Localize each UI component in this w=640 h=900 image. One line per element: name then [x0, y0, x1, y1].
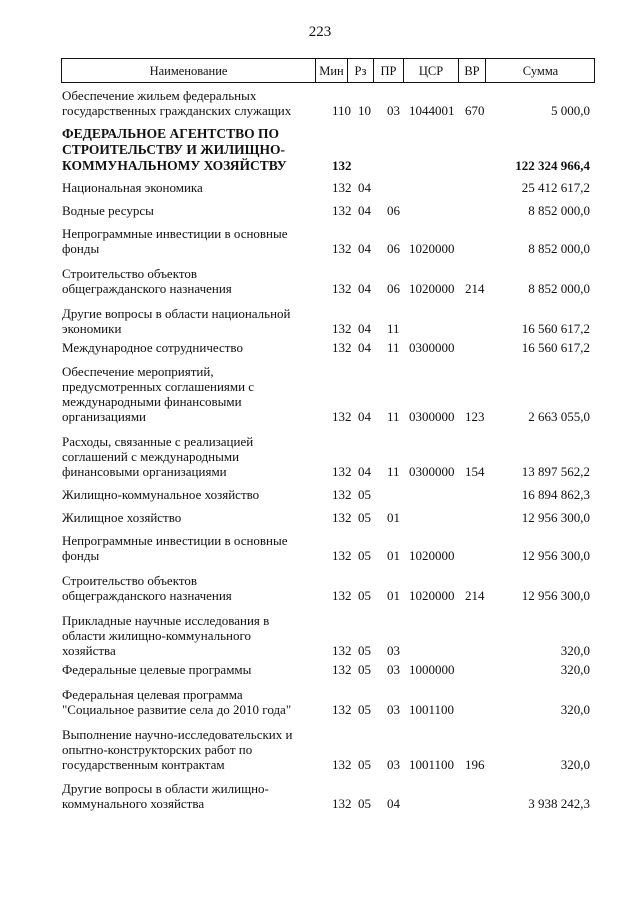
cell-min: 132: [332, 241, 352, 256]
row-name-line: Федеральные целевые программы: [62, 662, 252, 677]
cell-sum: 320,0: [560, 662, 590, 677]
cell-rz: 05: [358, 702, 371, 717]
row-name-line: Непрограммные инвестиции в основные: [62, 533, 288, 548]
header-name: Наименование: [149, 64, 228, 78]
row-name-line: ФЕДЕРАЛЬНОЕ АГЕНТСТВО ПО: [62, 126, 280, 141]
row-name: [62, 340, 317, 355]
cell-min: 132: [332, 588, 352, 603]
cell-sum: 320,0: [560, 702, 590, 717]
cell-rz: 04: [358, 203, 371, 218]
cell-min: 110: [332, 103, 352, 118]
cell-sum: 25 412 617,2: [521, 180, 590, 195]
cell-vr: 123: [465, 409, 485, 424]
header-pr: ПР: [373, 59, 403, 82]
row-name-line: Федеральная целевая программа: [62, 687, 243, 702]
row-name-line: Национальная экономика: [62, 180, 203, 195]
cell-csr: 0300000: [409, 409, 455, 424]
cell-sum: 3 938 242,3: [528, 796, 590, 811]
cell-pr: 03: [387, 643, 400, 658]
cell-rz: 04: [358, 340, 371, 355]
row-name-line: опытно-конструкторских работ по: [62, 742, 253, 757]
cell-csr: 1001100: [409, 702, 455, 717]
cell-min: 132: [332, 340, 352, 355]
cell-pr: 03: [387, 757, 400, 772]
row-name-line: Другие вопросы в области национальной: [62, 306, 291, 321]
row-name-line: экономики: [62, 321, 122, 336]
row-name: [62, 781, 317, 811]
cell-sum: 12 956 300,0: [521, 510, 590, 525]
cell-min: 132: [332, 662, 352, 677]
cell-rz: 04: [358, 180, 371, 195]
row-name: [62, 364, 317, 424]
cell-sum: 320,0: [560, 757, 590, 772]
header-rz: Рз: [347, 59, 373, 82]
cell-rz: 05: [358, 510, 371, 525]
row-name-line: хозяйства: [62, 643, 116, 658]
cell-min: 132: [332, 757, 352, 772]
cell-min: 132: [332, 180, 352, 195]
row-name-line: СТРОИТЕЛЬСТВУ И ЖИЛИЩНО-: [62, 142, 285, 157]
row-name: [62, 510, 317, 525]
cell-pr: 04: [387, 796, 400, 811]
page-number: 223: [308, 24, 332, 40]
cell-min: 132: [332, 321, 352, 336]
cell-rz: 05: [358, 662, 371, 677]
row-name: [62, 487, 317, 502]
row-name: [62, 266, 317, 296]
cell-csr: 1020000: [409, 241, 455, 256]
row-name: [62, 687, 317, 717]
row-name: [62, 203, 317, 218]
cell-csr: 0300000: [409, 340, 455, 355]
row-name-line: Жилищно-коммунальное хозяйство: [62, 487, 260, 502]
cell-sum: 12 956 300,0: [521, 548, 590, 563]
row-name: [62, 88, 317, 118]
header-vr: ВР: [458, 59, 485, 82]
cell-rz: 05: [358, 796, 371, 811]
row-name-line: Международное сотрудничество: [62, 340, 243, 355]
cell-min: 132: [332, 643, 352, 658]
cell-pr: 06: [387, 203, 400, 218]
cell-pr: 11: [387, 409, 400, 424]
cell-pr: 11: [387, 340, 400, 355]
row-name-line: Строительство объектов: [62, 266, 197, 281]
row-name-line: предусмотренных соглашениями с: [62, 379, 255, 394]
cell-rz: 04: [358, 464, 371, 479]
row-name-line: государственных гражданских служащих: [62, 103, 292, 118]
cell-sum: 122 324 966,4: [515, 158, 590, 173]
row-name-line: государственным контрактам: [62, 757, 225, 772]
cell-min: 132: [332, 548, 352, 563]
cell-rz: 04: [358, 241, 371, 256]
row-name-line: соглашений с международными: [62, 449, 240, 464]
cell-pr: 11: [387, 321, 400, 336]
row-name-line: организациями: [62, 409, 146, 424]
row-name-line: "Социальное развитие села до 2010 года": [62, 702, 292, 717]
cell-sum: 16 560 617,2: [521, 340, 590, 355]
cell-min: 132: [332, 281, 352, 296]
cell-sum: 16 560 617,2: [521, 321, 590, 336]
cell-pr: 11: [387, 464, 400, 479]
cell-csr: 1020000: [409, 588, 455, 603]
cell-min: 132: [332, 464, 352, 479]
cell-sum: 8 852 000,0: [528, 203, 590, 218]
cell-min: 132: [332, 796, 352, 811]
cell-rz: 04: [358, 321, 371, 336]
row-name-line: КОММУНАЛЬНОМУ ХОЗЯЙСТВУ: [62, 158, 287, 173]
cell-pr: 01: [387, 548, 400, 563]
row-name-line: фонды: [62, 548, 100, 563]
row-name: [62, 662, 317, 677]
cell-rz: 05: [358, 757, 371, 772]
cell-sum: 8 852 000,0: [528, 281, 590, 296]
header-sum: Сумма: [485, 59, 595, 82]
cell-rz: 05: [358, 588, 371, 603]
cell-sum: 2 663 055,0: [528, 409, 590, 424]
row-name-line: Обеспечение мероприятий,: [62, 364, 214, 379]
row-name-line: Другие вопросы в области жилищно-: [62, 781, 269, 796]
row-name-line: Жилищное хозяйство: [62, 510, 182, 525]
row-name-line: общегражданского назначения: [62, 281, 232, 296]
cell-pr: 03: [387, 103, 400, 118]
row-name: [62, 613, 317, 658]
cell-min: 132: [332, 158, 352, 173]
row-name: [62, 306, 317, 336]
cell-csr: 1020000: [409, 281, 455, 296]
cell-rz: 10: [358, 103, 371, 118]
cell-vr: 154: [465, 464, 485, 479]
cell-sum: 16 894 862,3: [521, 487, 590, 502]
cell-vr: 670: [465, 103, 485, 118]
row-name-line: Водные ресурсы: [62, 203, 154, 218]
cell-csr: 1000000: [409, 662, 455, 677]
cell-rz: 05: [358, 643, 371, 658]
table-header: [61, 58, 595, 83]
row-name-line: Расходы, связанные с реализацией: [62, 434, 254, 449]
cell-csr: 0300000: [409, 464, 455, 479]
cell-vr: 214: [465, 588, 485, 603]
cell-min: 132: [332, 702, 352, 717]
cell-pr: 03: [387, 702, 400, 717]
cell-min: 132: [332, 510, 352, 525]
cell-vr: 214: [465, 281, 485, 296]
row-name: [62, 180, 317, 195]
row-name-line: коммунального хозяйства: [62, 796, 205, 811]
row-name-line: Строительство объектов: [62, 573, 197, 588]
row-name-line: области жилищно-коммунального: [62, 628, 251, 643]
row-name-line: фонды: [62, 241, 100, 256]
row-name-line: финансовыми организациями: [62, 464, 227, 479]
cell-min: 132: [332, 487, 352, 502]
cell-rz: 04: [358, 281, 371, 296]
cell-pr: 06: [387, 241, 400, 256]
cell-min: 132: [332, 203, 352, 218]
cell-sum: 12 956 300,0: [521, 588, 590, 603]
row-name-line: международными финансовыми: [62, 394, 242, 409]
cell-pr: 03: [387, 662, 400, 677]
cell-csr: 1020000: [409, 548, 455, 563]
row-name: [62, 226, 317, 256]
cell-csr: 1044001: [409, 103, 455, 118]
cell-vr: 196: [465, 757, 485, 772]
row-name: [62, 727, 317, 772]
cell-sum: 5 000,0: [551, 103, 590, 118]
row-name-line: Прикладные научные исследования в: [62, 613, 270, 628]
row-name: [62, 126, 317, 174]
cell-min: 132: [332, 409, 352, 424]
cell-sum: 8 852 000,0: [528, 241, 590, 256]
row-name-line: Выполнение научно-исследовательских и: [62, 727, 293, 742]
row-name: [62, 434, 317, 479]
cell-pr: 06: [387, 281, 400, 296]
row-name-line: Непрограммные инвестиции в основные: [62, 226, 288, 241]
row-name: [62, 533, 317, 563]
cell-rz: 05: [358, 487, 371, 502]
row-name-line: общегражданского назначения: [62, 588, 232, 603]
header-csr: ЦСР: [403, 59, 458, 82]
cell-pr: 01: [387, 588, 400, 603]
cell-sum: 320,0: [560, 643, 590, 658]
cell-csr: 1001100: [409, 757, 455, 772]
row-name: [62, 573, 317, 603]
cell-pr: 01: [387, 510, 400, 525]
cell-rz: 04: [358, 409, 371, 424]
cell-rz: 05: [358, 548, 371, 563]
row-name-line: Обеспечение жильем федеральных: [62, 88, 257, 103]
header-min: Мин: [315, 59, 347, 82]
cell-sum: 13 897 562,2: [521, 464, 590, 479]
